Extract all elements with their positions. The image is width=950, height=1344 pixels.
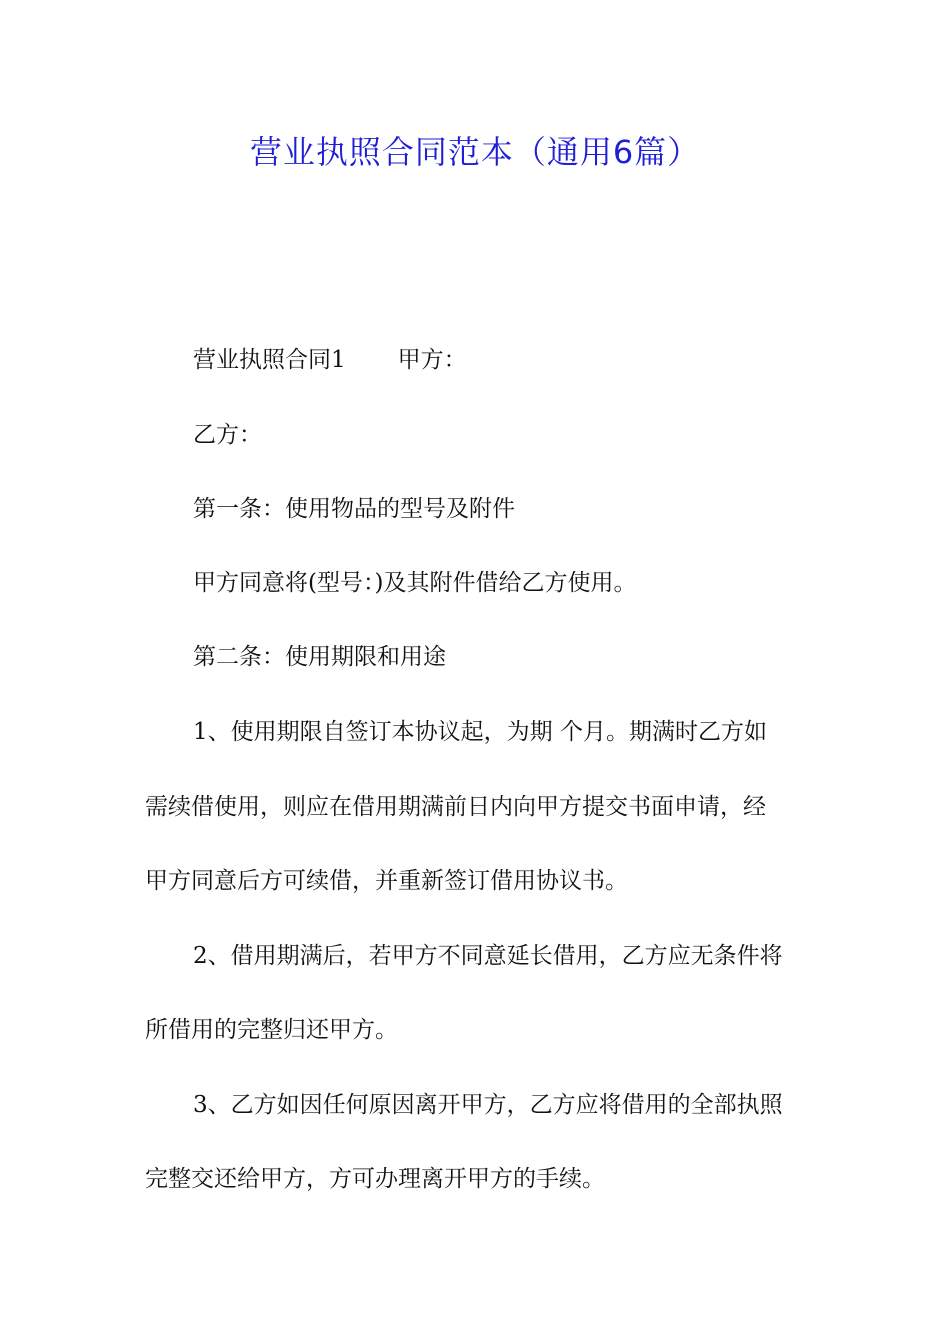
clause-2-line-1: 2、借用期满后，若甲方不同意延长借用，乙方应无条件将 [193, 943, 783, 969]
contract-heading-label: 营业执照合同1 [193, 347, 346, 373]
party-b-label: 乙方： [193, 422, 262, 448]
clause-2-line-2: 所借用的完整归还甲方。 [145, 1017, 398, 1043]
clause-1-line-1: 1、使用期限自签订本协议起，为期 个月。期满时乙方如 [193, 719, 767, 745]
clause-1-line-2: 需续借使用，则应在借用期满前日内向甲方提交书面申请，经 [145, 794, 766, 820]
contract-heading-line [193, 343, 467, 377]
article-1-heading: 第一条：使用物品的型号及附件 [193, 496, 515, 522]
clause-3-line-2: 完整交还给甲方，方可办理离开甲方的手续。 [145, 1166, 605, 1192]
article-1-text: 甲方同意将(型号：)及其附件借给乙方使用。 [193, 570, 637, 596]
article-2-heading: 第二条：使用期限和用途 [193, 644, 446, 670]
clause-1-line-3: 甲方同意后方可续借，并重新签订借用协议书。 [145, 868, 628, 894]
document-title: 营业执照合同范本（通用6篇） [249, 133, 701, 171]
party-a-label: 甲方： [397, 347, 467, 373]
clause-3-line-1: 3、乙方如因任何原因离开甲方，乙方应将借用的全部执照 [193, 1092, 783, 1118]
